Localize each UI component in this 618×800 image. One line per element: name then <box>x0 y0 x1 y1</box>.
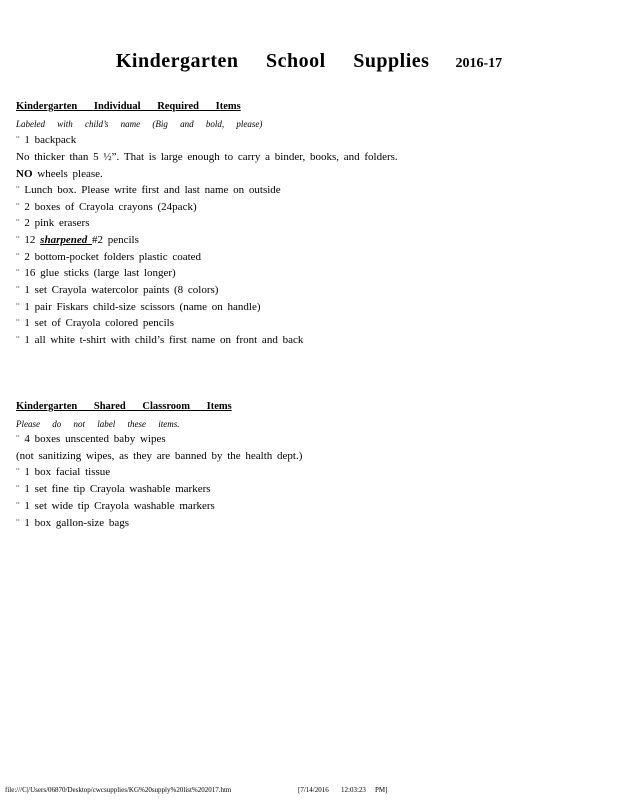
list-item: ¨ 2 boxes of Crayola crayons (24pack) <box>16 201 197 213</box>
title-main: Kindergarten School Supplies <box>115 50 430 72</box>
section2-subheading: Please do not label these items. <box>16 419 180 429</box>
pencils-count: ¨ 12 <box>16 234 41 246</box>
list-item: ¨ 1 pair Fiskars child-size scissors (name on handle) <box>16 301 261 313</box>
wipes-note: (not sanitizing wipes, as they are banned by the health dept.) <box>16 450 303 462</box>
list-item: ¨ 1 box facial tissue <box>16 466 111 478</box>
title-year: 2016-17 <box>455 56 503 71</box>
list-item: ¨ 1 box gallon-size bags <box>16 517 130 529</box>
footer-date: [7/14/2016 <box>298 786 329 794</box>
list-item: ¨ 1 set fine tip Crayola washable markers <box>16 483 211 495</box>
pencils-emphasis: sharpened <box>40 234 92 246</box>
list-item: ¨ 1 set Crayola watercolor paints (8 colors) <box>16 284 219 296</box>
pencils-rest: #2 pencils <box>91 234 139 246</box>
footer-time: 12:03:23 <box>341 786 366 794</box>
list-item: ¨ 1 set wide tip Crayola washable markers <box>16 500 215 512</box>
list-item: ¨ Lunch box. Please write first and last name on outside <box>16 184 281 196</box>
list-item: ¨ 4 boxes unscented baby wipes <box>16 433 166 445</box>
list-item: ¨ 16 glue sticks (large last longer) <box>16 267 176 279</box>
list-item: ¨ 2 bottom-pocket folders plastic coated <box>16 251 202 263</box>
section1-heading: Kindergarten Individual Required Items <box>16 101 241 112</box>
list-item-pencils <box>16 234 139 246</box>
list-item: ¨ 1 backpack <box>16 134 77 146</box>
backpack-note: No thicker than 5 ½”. That is large enough to carry a binder, books, and folders. <box>16 151 398 163</box>
wheels-note <box>16 168 103 180</box>
footer-ampm: PM] <box>375 786 388 794</box>
list-item: ¨ 2 pink erasers <box>16 217 90 229</box>
wheels-note-emphasis: NO <box>16 168 33 180</box>
list-item: ¨ 1 all white t-shirt with child’s first name on front and back <box>16 334 304 346</box>
wheels-note-text: wheels please. <box>32 168 103 180</box>
section2-heading: Kindergarten Shared Classroom Items <box>16 401 232 412</box>
page-title <box>0 50 618 73</box>
list-item: ¨ 1 set of Crayola colored pencils <box>16 317 175 329</box>
footer-path: file:///C|/Users/06870/Desktop/cwcsupplies/KG%20supply%20list%202017.htm <box>5 786 232 794</box>
section1-subheading: Labeled with child’s name (Big and bold, please) <box>16 119 263 129</box>
